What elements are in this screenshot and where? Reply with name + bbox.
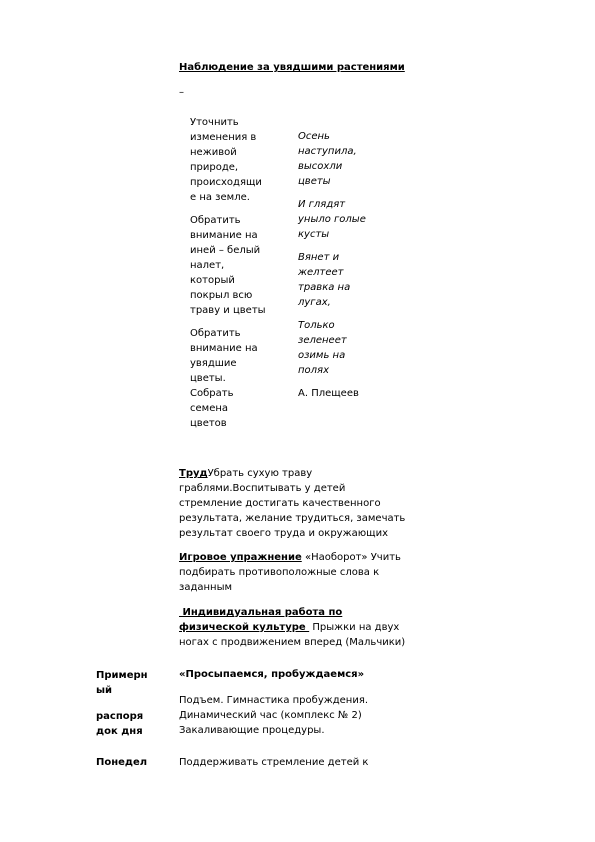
- labor-label: Труд: [179, 468, 208, 479]
- individual-section: [179, 605, 479, 650]
- routine-side-top: Примерн ый: [96, 670, 148, 696]
- individual-line: ногах с продвижением вперед (Мальчики): [179, 637, 406, 648]
- monday-side: Понедел: [96, 757, 148, 768]
- individual-rest: Прыжки на двух: [309, 622, 400, 633]
- labor-first-line: Убрать сухую траву: [207, 468, 313, 479]
- game-label: Игровое упражнение: [179, 552, 302, 563]
- labor-line: граблями.Воспитывать у детей: [179, 483, 346, 494]
- monday-text: Поддерживать стремление детей к: [179, 757, 369, 768]
- labor-line: результата, желание трудиться, замечать: [179, 513, 406, 524]
- game-rest: «Наоборот» Учить: [301, 552, 401, 563]
- observation-goal-3: Обратить внимание на увядшие цветы. Собрать семена цветов: [190, 328, 258, 429]
- poem-stanza-4: Только зеленеет озимь на полях: [298, 320, 347, 376]
- routine-item: Динамический час (комплекс № 2): [179, 710, 362, 721]
- poem-stanza-2: И глядят уныло голые кусты: [298, 199, 366, 240]
- labor-line: результат своего труда и окружающих: [179, 528, 388, 539]
- individual-label-1: Индивидуальная работа по: [179, 607, 343, 618]
- game-line: подбирать противоположные слова к: [179, 567, 380, 578]
- routine-item: Подъем. Гимнастика пробуждения.: [179, 695, 369, 706]
- poem-stanza-3: Вянет и желтеет травка на лугах,: [298, 252, 351, 308]
- left-column: [190, 115, 290, 431]
- poem: [298, 129, 408, 401]
- game-section: [179, 550, 479, 595]
- routine-heading: «Просыпаемся, пробуждаемся»: [179, 669, 365, 680]
- poem-author: А. Плещеев: [298, 388, 359, 399]
- labor-section: [179, 466, 479, 541]
- labor-line: стремление достигать качественного: [179, 498, 381, 509]
- routine-side-bottom: распоря док дня: [96, 711, 144, 737]
- poem-stanza-1: Осень наступила, высохли цветы: [298, 131, 357, 187]
- page-title: Наблюдение за увядшими растениями: [179, 62, 405, 73]
- individual-label-2: физической культуре: [179, 622, 310, 633]
- routine-item: Закаливающие процедуры.: [179, 725, 325, 736]
- routine-items: [179, 693, 368, 738]
- observation-goal-1: Уточнить изменения в неживой природе, происходящи е на земле.: [190, 117, 262, 203]
- observation-goal-2: Обратить внимание на иней – белый налет, который покрыл всю траву и цветы: [190, 215, 266, 316]
- game-line: заданным: [179, 582, 233, 593]
- dash-mark: –: [179, 87, 184, 98]
